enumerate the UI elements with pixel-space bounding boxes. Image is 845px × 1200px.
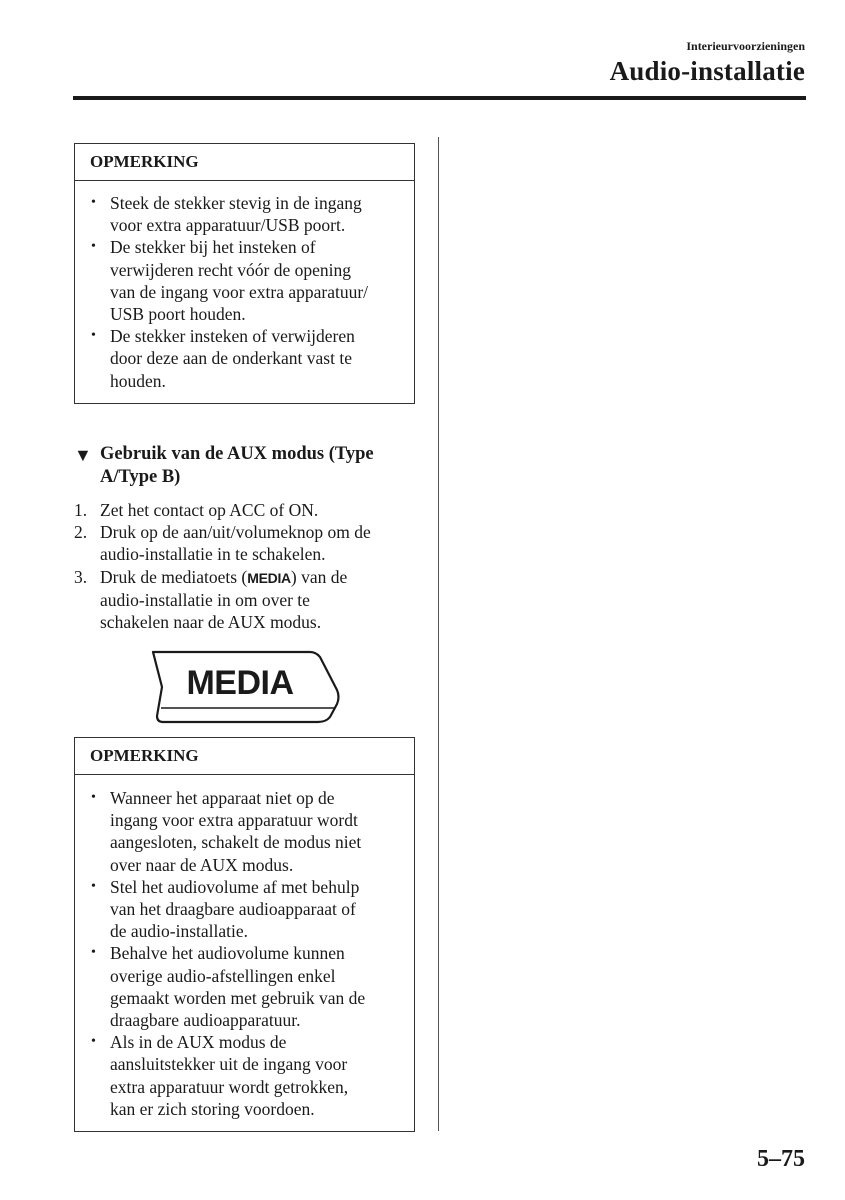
note-item [89,787,404,876]
note-line: de audio-installatie. [110,921,249,942]
bullet-icon: • [91,945,96,961]
note-line: gemaakt worden met gebruik van de [110,987,366,1008]
note-line: draagbare audioapparatuur. [110,1010,301,1031]
column-divider [438,137,439,1131]
media-button-illustration [150,650,340,724]
note-line: kan er zich storing voordoen. [110,1098,315,1119]
steps-list [74,499,419,633]
step-text-post: ) van de [290,566,348,587]
step-item [74,499,419,521]
page-title: Audio-installatie [609,56,805,86]
header-rule [73,96,806,100]
step-line: Zet het contact op ACC of ON. [100,500,319,520]
note-box-1 [74,143,415,404]
step-line: schakelen naar de AUX modus. [100,612,322,633]
note-line: overige audio-afstellingen enkel [110,965,336,986]
note-body [75,775,414,1130]
note-line: USB poort houden. [110,304,246,325]
note-line: Steek de stekker stevig in de ingang [110,193,362,213]
note-item [89,876,404,943]
step-item [74,521,419,565]
note-heading: OPMERKING [75,144,414,181]
media-button-label: MEDIA [186,664,294,702]
note-line: aansluitstekker uit de ingang voor [110,1054,348,1075]
step-number: 3. [74,566,88,587]
note-list [89,192,404,392]
note-box-2 [74,737,415,1132]
section-heading-text [74,443,419,488]
note-line: De stekker insteken of verwijderen [110,326,355,347]
note-line: extra apparatuur wordt getrokken, [110,1076,349,1097]
note-line: Stel het audiovolume af met behulp [110,876,360,897]
step-text-pre: Druk de mediatoets ( [100,566,248,587]
step-number: 2. [74,522,88,543]
step-line: Druk op de aan/uit/volumeknop om de [100,522,371,543]
page-number: 5–75 [757,1146,805,1172]
step-line: audio-installatie in om over te [100,589,310,610]
note-line: Als in de AUX modus de [110,1032,287,1053]
note-line: aangesloten, schakelt de modus niet [110,832,362,853]
bullet-icon: • [91,1034,96,1050]
note-item [89,236,404,325]
bullet-icon: • [91,878,96,894]
note-line: verwijderen recht vóór de opening [110,259,352,280]
note-heading: OPMERKING [75,738,414,775]
step-item [74,566,419,634]
bullet-icon: • [91,790,96,805]
note-line: voor extra apparatuur/USB poort. [110,215,346,236]
note-line: door deze aan de onderkant vast te [110,348,352,369]
note-item [89,192,404,236]
note-line: De stekker bij het insteken of [110,237,316,258]
step-line: audio-installatie in te schakelen. [100,544,326,565]
note-line: houden. [110,370,166,391]
step-number: 1. [74,500,88,520]
bullet-icon: • [91,239,96,255]
triangle-icon: ▼ [74,445,92,465]
bullet-icon: • [91,328,96,344]
note-item [89,1031,404,1120]
section-heading-line: Gebruik van de AUX modus (Type [100,444,374,464]
note-list [89,787,404,1120]
note-line: over naar de AUX modus. [110,854,294,875]
note-line: Wanneer het apparaat niet op de [110,788,335,808]
section-label: Interieurvoorzieningen [686,39,805,53]
note-body [75,181,414,402]
section-heading [74,443,419,488]
bullet-icon: • [91,195,96,210]
note-line: van de ingang voor extra apparatuur/ [110,281,369,302]
note-item [89,325,404,392]
note-item [89,942,404,1031]
note-line: Behalve het audiovolume kunnen [110,943,345,964]
media-key-inline: MEDIA [247,569,291,586]
note-line: van het draagbare audioapparaat of [110,899,356,920]
section-heading-line: A/Type B) [100,466,181,487]
note-line: ingang voor extra apparatuur wordt [110,810,358,831]
